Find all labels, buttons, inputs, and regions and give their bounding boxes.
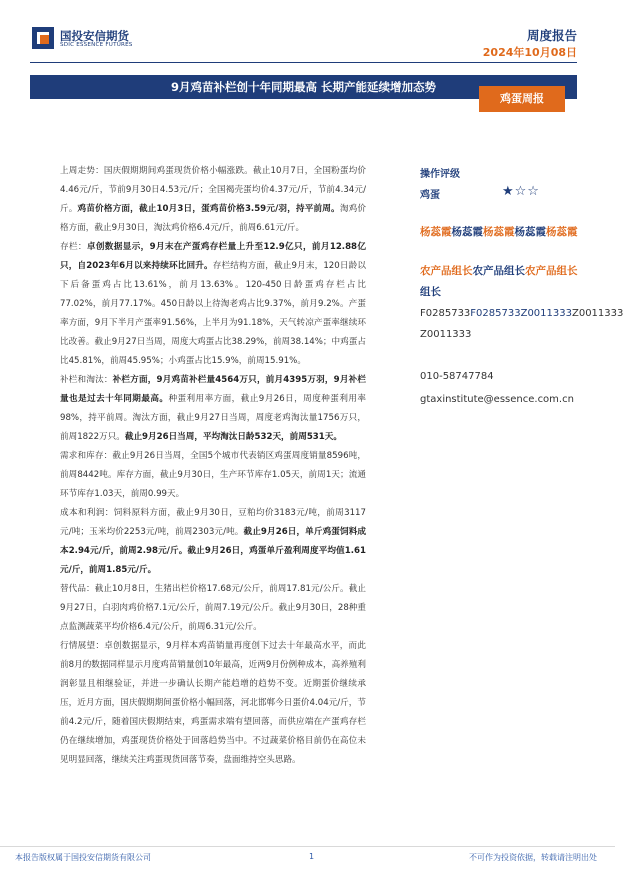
text-run: 种蛋利用率方面，截止9月26日，周度种蛋利用率98%，持平前周。淘汰方面，截止9月27日当周，周度老鸡淘汰量1756万只，前周1822万只。 (60, 394, 366, 442)
sidebar-run: 杨蕊霞 (546, 226, 578, 238)
footer-disclaimer: 不可作为投资依据，转载请注明出处 (469, 853, 597, 862)
header-divider (30, 62, 577, 63)
sidebar-run: 杨蕊霞 (451, 226, 483, 238)
report-title: 9月鸡苗补栏创十年同期最高 长期产能延续增加态势 (170, 80, 436, 94)
analyst-role-cont (420, 282, 615, 303)
license-codes (420, 303, 623, 324)
sidebar-run: 农产品组长 (525, 265, 578, 277)
sidebar-run: Z0011333 (520, 308, 572, 319)
report-date: 2024年10月08日 (482, 46, 577, 59)
text-run: 需求和库存：截止9月26日当周，全国5个城市代表销区鸡蛋周度销量8596吨，前周8442吨。库存方面，截止9月30日，生产环节库存1.05天，前周1天；流通环节库存1.03天，前周0.99天。 (60, 451, 366, 499)
body-paragraph (60, 637, 366, 770)
body-paragraph (60, 238, 366, 371)
contact-block (420, 365, 615, 411)
body-paragraph (60, 447, 366, 504)
logo-cn-text: 国投安信期货 (60, 29, 129, 43)
logo-en-text: SDIC ESSENCE FUTURES (60, 42, 133, 48)
title-banner (30, 75, 577, 105)
rating-row (420, 184, 615, 204)
bold-run: 卓创数据显示，9月末在产蛋鸡存栏量上升至12.9亿只，前月12.88亿只，自2023年6月以来持续环比回升。 (60, 242, 366, 271)
report-type: 周度报告 (526, 28, 577, 43)
sidebar-run: Z0011333 (571, 308, 623, 319)
logo-mark-icon (32, 27, 54, 49)
email-address[interactable]: gtaxinstitute@essence.com.cn (420, 394, 574, 405)
sidebar (420, 165, 623, 411)
text-run: 存栏结构方面，截止9月末，120日龄以下后备蛋鸡占比13.61%，前月13.63%。120-450日龄蛋鸡存栏占比77.02%，前月77.17%。450日龄以上待淘老鸡占比9.37%，前月9.2%。产蛋率方面，9月下半月产蛋率91.56%，上半月为91.18%，天气转凉产蛋率继续环比改善。截止9月27日当周，周度大鸡蛋占比38.29%，前周38.14%；中鸡蛋占比45.81%，前周45.95%；小鸡蛋占比15.9%，前周15.91%。 (60, 261, 366, 366)
sidebar-run: F0285733 (470, 308, 521, 319)
body-paragraph (60, 580, 366, 637)
text-run: 上周走势：国庆假期期间鸡蛋现货价格小幅涨跌。截止10月7日，全国粉蛋均价4.46元/斤，节前9月30日4.53元/斤；全国褐壳蛋均价4.37元/斤，节前4.34元/斤。 (60, 166, 366, 214)
footer-divider (0, 846, 615, 847)
analyst-names (420, 222, 615, 243)
sidebar-run: 杨蕊霞 (483, 226, 515, 238)
analyst-role (420, 261, 615, 282)
body-paragraph (60, 504, 366, 580)
role-line2: 组长 (420, 286, 441, 298)
license-code-2: Z0011333 (420, 329, 472, 340)
sidebar-run: F0285733 (420, 308, 471, 319)
rating-title: 操作评级 (420, 169, 460, 180)
text-run: 补栏和淘汰： (60, 375, 113, 385)
text-run: 成本和利润：饲料原料方面，截止9月30日，豆粕均价3183元/吨，前周3117元/吨；玉米均价2253元/吨，前周2303元/吨。 (60, 508, 366, 537)
sidebar-run: 杨蕊霞 (420, 226, 452, 238)
body-paragraph (60, 371, 366, 447)
bold-run: 截止9月26日，单斤鸡蛋饲料成本2.94元/斤，前周2.98元/斤。截止9月26日，鸡蛋单斤盈利周度平均值1.61元/斤，前周1.85元/斤。 (60, 527, 366, 575)
bold-run: 截止9月26日当周，平均淘汰日龄532天，前周531天。 (124, 432, 342, 442)
rating-product: 鸡蛋 (420, 190, 440, 201)
text-run: 替代品：截止10月8日，生猪出栏价格17.68元/公斤，前周17.81元/公斤。截止9月27日，白羽肉鸡价格7.1元/公斤，前周7.19元/公斤。截止9月30日，28种重点监测蔬菜平均价格6.4元/公斤，前周6.31元/公斤。 (60, 584, 366, 632)
text-run: 存栏： (60, 242, 87, 252)
bold-run: 鸡苗价格方面，截止10月3日，蛋鸡苗价格3.59元/羽，持平前周。 (77, 204, 340, 214)
sidebar-run: 农产品组长 (420, 265, 473, 277)
rating-stars-icon: ★☆☆ (502, 184, 540, 199)
footer-copyright: 本报告版权属于国投安信期货有限公司 (15, 853, 151, 862)
page-number: 1 (309, 852, 315, 861)
phone-number: 010-58747784 (420, 371, 494, 382)
section-tag: 鸡蛋周报 (479, 86, 565, 112)
body-paragraph (60, 162, 366, 238)
company-logo (32, 26, 142, 52)
text-run: 淘鸡价格方面，截止9月30日，淘汰鸡价格6.4元/斤，前周6.61元/斤。 (60, 204, 366, 233)
sidebar-run: 杨蕊霞 (514, 226, 546, 238)
bold-run: 补栏方面，9月鸡苗补栏量4564万只，前月4395万羽，9月补栏量也是过去十年同期最高。 (60, 375, 366, 404)
sidebar-run: 农产品组长 (472, 265, 525, 277)
text-run: 行情展望：卓创数据显示，9月样本鸡苗销量再度创下过去十年最高水平，而此前8月的数据同样显示月度鸡苗销量创10年最高，近两9月份例种成本，高养殖利润彰显且相继验证，并进一步确认长期产能趋增的趋势不变。近期蛋价继续承压，近月方面，国庆假期期间蛋价格小幅回落，河北邯郸今日蛋价4.04元/斤，节前4.2元/斤，随着国庆假期结束，鸡蛋需求端有望回落，而供应端在产蛋鸡存栏仍在继续增加，鸡蛋现货价格处于回落趋势当中。不过蔬菜价格目前仍在高位未见明显回落，继续关注鸡蛋现货回落节奏，盘面维持空头思路。 (60, 641, 366, 765)
report-body (60, 162, 366, 770)
